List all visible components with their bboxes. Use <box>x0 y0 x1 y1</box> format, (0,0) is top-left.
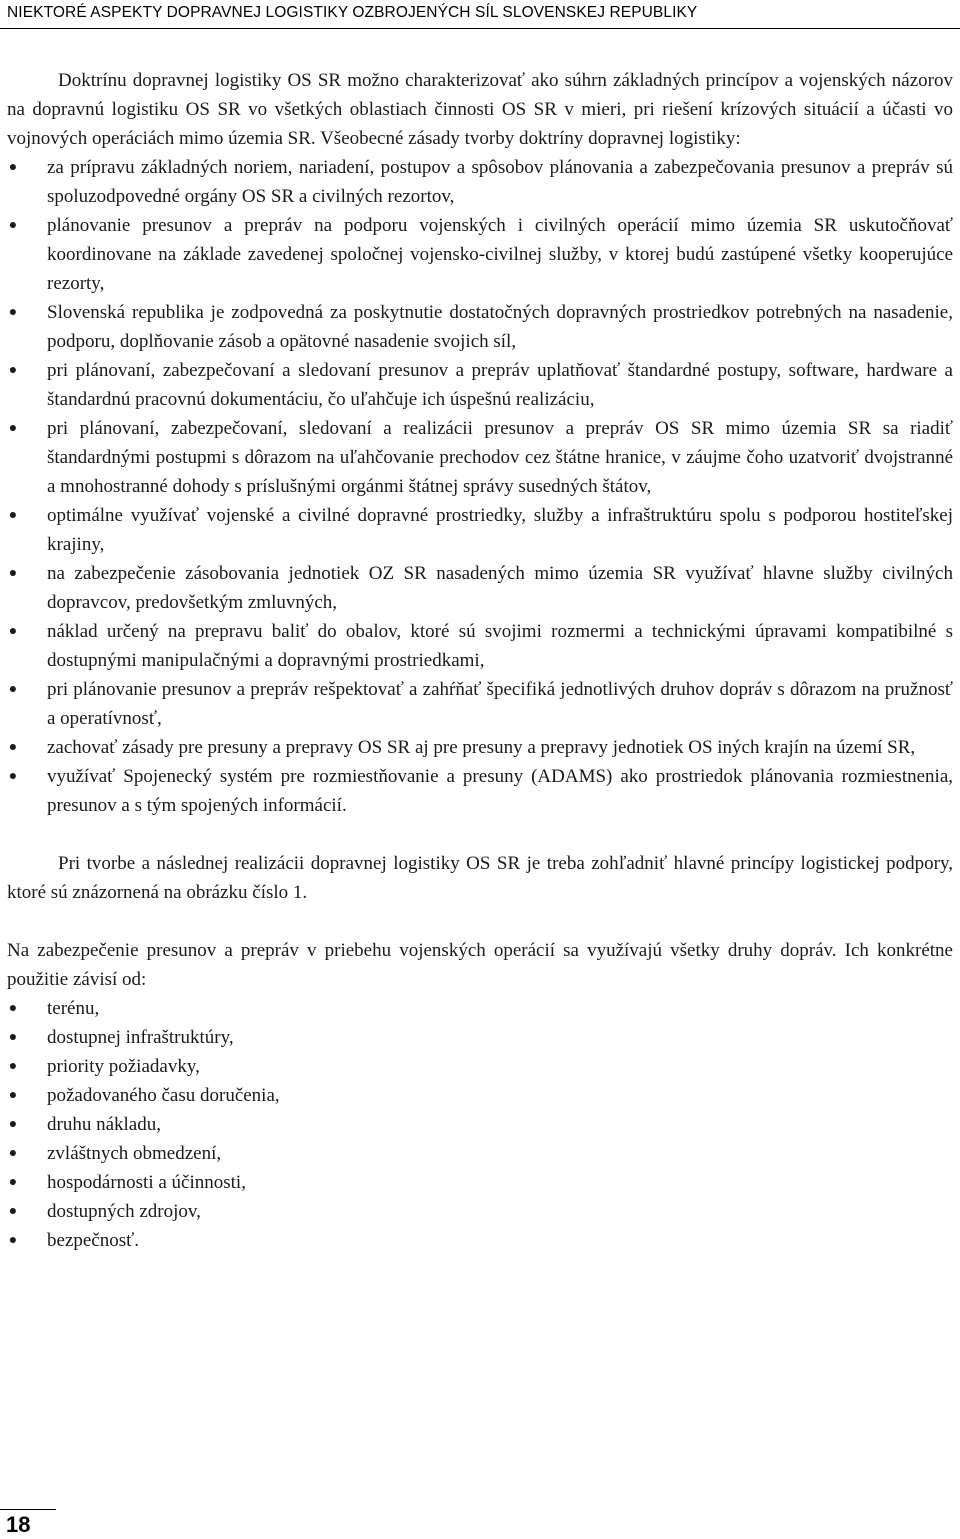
paragraph-transport-types: Na zabezpečenie presunov a prepráv v priebehu vojenských operácií sa využívajú všetky druhy dopráv. Ich konkrétne použitie závisí od: <box>7 940 953 990</box>
bullet-icon: ● <box>8 1117 18 1132</box>
bullet-icon: ● <box>8 1001 18 1016</box>
list-item-text: bezpečnosť. <box>47 1230 139 1251</box>
list-item-text: optimálne využívať vojenské a civilné dopravné prostriedky, služby a infraštruktúru spolu s podporou hostiteľskej krajiny, <box>47 505 953 555</box>
list-item-text: dostupných zdrojov, <box>47 1201 201 1222</box>
usage-factors-list <box>7 994 953 1255</box>
bullet-icon: ● <box>8 566 18 581</box>
list-item <box>7 211 953 298</box>
list-item-text: Slovenská republika je zodpovedná za poskytnutie dostatočných dopravných prostriedkov potrebných na nasadenie, podporu, doplňovanie zásob a opätovné nasadenie svojich síl, <box>47 302 953 352</box>
running-header <box>0 0 960 29</box>
list-item <box>7 298 953 356</box>
doctrine-principles-list <box>7 153 953 820</box>
list-item-text: využívať Spojenecký systém pre rozmiestňovanie a presuny (ADAMS) ako prostriedok plánovania rozmiestnenia, presunov a s tým spojených informácií. <box>47 766 953 816</box>
bullet-icon: ● <box>8 769 18 784</box>
list-item <box>7 1197 953 1226</box>
list-item <box>7 414 953 501</box>
list-item <box>7 1081 953 1110</box>
bullet-icon: ● <box>8 363 18 378</box>
footer-divider <box>0 1509 56 1510</box>
bullet-icon: ● <box>8 508 18 523</box>
running-title: NIEKTORÉ ASPEKTY DOPRAVNEJ LOGISTIKY OZBROJENÝCH SÍL SLOVENSKEJ REPUBLIKY <box>7 4 698 21</box>
list-item-text: pri plánovanie presunov a prepráv rešpektovať a zahŕňať špecifiká jednotlivých druhov dopráv s dôrazom na pružnosť a operatívnosť, <box>47 679 953 729</box>
list-item-text: zvláštnych obmedzení, <box>47 1143 222 1164</box>
list-item <box>7 1110 953 1139</box>
bullet-icon: ● <box>8 1175 18 1190</box>
list-item-text: pri plánovaní, zabezpečovaní, sledovaní a realizácii presunov a prepráv OS SR mimo územia SR sa riadiť štandardnými postupmi s dôrazom na uľahčovanie prechodov cez štátne hranice, v záujme čoho uzatvoriť dvojstranné a mnohostranné dohody s príslušnými orgánmi štátnej správy susedných štátov, <box>47 418 953 497</box>
bullet-icon: ● <box>8 1204 18 1219</box>
list-item <box>7 1168 953 1197</box>
bullet-icon: ● <box>8 1233 18 1248</box>
list-item <box>7 617 953 675</box>
list-item-text: náklad určený na prepravu baliť do obalov, ktoré sú svojimi rozmermi a technickými úpravami kompatibilné s dostupnými manipulačnými a dopravnými prostriedkami, <box>47 621 953 671</box>
list-item-text: dostupnej infraštruktúry, <box>47 1027 234 1048</box>
bullet-icon: ● <box>8 1059 18 1074</box>
bullet-icon: ● <box>8 218 18 233</box>
list-item-text: za prípravu základných noriem, nariadení, postupov a spôsobov plánovania a zabezpečovania presunov a prepráv sú spoluzodpovedné orgány OS SR a civilných rezortov, <box>47 157 953 207</box>
list-item <box>7 1139 953 1168</box>
bullet-icon: ● <box>8 1146 18 1161</box>
list-item <box>7 501 953 559</box>
page-content <box>7 66 953 1255</box>
list-item-text: pri plánovaní, zabezpečovaní a sledovaní presunov a prepráv uplatňovať štandardné postupy, software, hardware a štandardnú pracovnú dokumentáciu, čo uľahčuje ich úspešnú realizáciu, <box>47 360 953 410</box>
list-item-text: hospodárnosti a účinnosti, <box>47 1172 246 1193</box>
list-item <box>7 356 953 414</box>
list-item <box>7 1226 953 1255</box>
bullet-icon: ● <box>8 421 18 436</box>
paragraph-logistic-principles: Pri tvorbe a následnej realizácii dopravnej logistiky OS SR je treba zohľadniť hlavné princípy logistickej podpory, ktoré sú znázornená na obrázku číslo 1. <box>7 853 953 903</box>
spacer <box>7 820 953 849</box>
bullet-icon: ● <box>8 1088 18 1103</box>
page-number: 18 <box>6 1512 31 1537</box>
bullet-icon: ● <box>8 740 18 755</box>
list-item-text: priority požiadavky, <box>47 1056 200 1077</box>
bullet-icon: ● <box>8 160 18 175</box>
list-item <box>7 762 953 820</box>
bullet-icon: ● <box>8 682 18 697</box>
list-item <box>7 559 953 617</box>
bullet-icon: ● <box>8 305 18 320</box>
bullet-icon: ● <box>8 1030 18 1045</box>
list-item-text: zachovať zásady pre presuny a prepravy OS SR aj pre presuny a prepravy jednotiek OS iných krajín na území SR, <box>47 737 916 758</box>
list-item <box>7 994 953 1023</box>
list-item-text: požadovaného času doručenia, <box>47 1085 280 1106</box>
bullet-icon: ● <box>8 624 18 639</box>
list-item-text: na zabezpečenie zásobovania jednotiek OZ SR nasadených mimo územia SR využívať hlavne služby civilných dopravcov, predovšetkým zmluvných, <box>47 563 953 613</box>
paragraph-doctrine-intro: Doktrínu dopravnej logistiky OS SR možno charakterizovať ako súhrn základných princípov a vojenských názorov na dopravnú logistiku OS SR vo všetkých oblastiach činnosti OS SR v mieri, pri riešení krízových situácií a účasti vo vojnových operáciách mimo územia SR. Všeobecné zásady tvorby doktríny dopravnej logistiky: <box>7 70 953 149</box>
list-item <box>7 675 953 733</box>
list-item-text: terénu, <box>47 998 100 1019</box>
list-item <box>7 153 953 211</box>
list-item <box>7 1023 953 1052</box>
list-item-text: druhu nákladu, <box>47 1114 161 1135</box>
list-item <box>7 1052 953 1081</box>
list-item-text: plánovanie presunov a prepráv na podporu vojenských i civilných operácií mimo územia SR uskutočňovať koordinovane na základe zavedenej spoločnej vojensko-civilnej služby, v ktorej budú zastúpené všetky kooperujúce rezorty, <box>47 215 953 294</box>
spacer <box>7 907 953 936</box>
list-item <box>7 733 953 762</box>
